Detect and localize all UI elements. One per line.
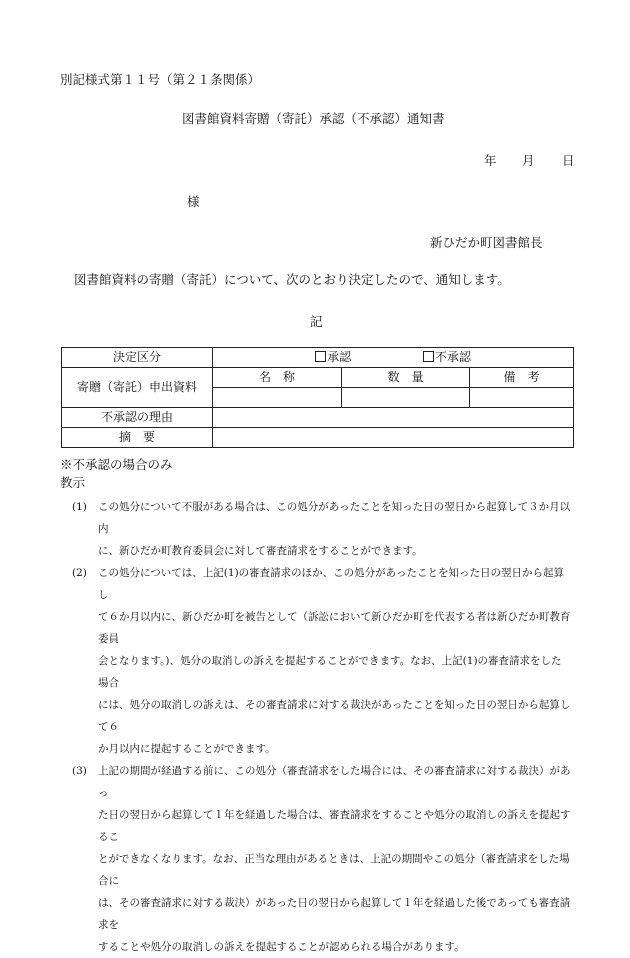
date-month: 月: [522, 153, 535, 168]
decision-table: [61, 347, 574, 448]
col-quantity-header: 数 量: [342, 368, 470, 388]
reject-checkbox[interactable]: [423, 350, 471, 364]
instruction-line: とができなくなります。なお、正当な理由があるときは、上記の期間やこの処分（審査請求をした場合に: [98, 853, 570, 887]
summary-value-cell[interactable]: [213, 428, 574, 448]
approve-checkbox[interactable]: [315, 350, 351, 364]
date-day: 日: [562, 153, 575, 168]
approve-label: 承認: [327, 350, 352, 364]
instruction-line: することや処分の取消しの訴えを提起することが認められる場合があります。: [98, 941, 465, 953]
reason-value-cell[interactable]: [213, 408, 574, 428]
col-name-header: 名 称: [213, 368, 342, 388]
instruction-line: た日の翌日から起算して１年を経過した場合は、審査請求をすることや処分の取消しの訴えを提起するこ: [98, 809, 571, 843]
remarks-value-cell[interactable]: [470, 388, 574, 408]
date-year: 年: [484, 153, 497, 168]
ki-mark: 記: [310, 314, 323, 329]
instruction-line: 会となります。)、処分の取消しの訴えを提起することができます。なお、上記(1)の審査請求をした場合: [98, 655, 562, 689]
instruction-item-2: [72, 562, 572, 760]
instruction-number: (1): [72, 501, 87, 513]
decision-options: [213, 348, 574, 368]
intro-text: 図書館資料の寄贈（寄託）について、次のとおり決定したので、通知します。: [74, 272, 510, 287]
application-label: 寄贈（寄託）申出資料: [62, 368, 213, 408]
instruction-line: この処分について不服がある場合は、この処分があったことを知った日の翌日から起算して３か月以内: [98, 501, 571, 535]
instruction-line: は、その審査請求に対する裁決）があった日の翌日から起算して１年を経過した後であっても審査請求を: [98, 897, 571, 931]
instruction-line: この処分については、上記(1)の審査請求のほか、この処分があったことを知った日の翌日から起算し: [98, 567, 565, 601]
instruction-number: (3): [72, 765, 87, 777]
summary-label: 摘 要: [62, 428, 213, 448]
instruction-line: 上記の期間が経過する前に、この処分（審査請求をした場合には、その審査請求に対する裁決）があっ: [98, 765, 571, 799]
instruction-line: か月以内に提起することができます。: [98, 743, 276, 755]
checkbox-icon: [423, 351, 434, 362]
decision-label: 決定区分: [62, 348, 213, 368]
instruction-item-3: [72, 760, 572, 958]
instruction-list: [72, 496, 572, 958]
reason-label: 不承認の理由: [62, 408, 213, 428]
name-value-cell[interactable]: [213, 388, 342, 408]
document-title: 図書館資料寄贈（寄託）承認（不承認）通知書: [182, 111, 445, 126]
instruction-line: には、処分の取消しの訴えは、その審査請求に対する裁決があったことを知った日の翌日から起算して６: [98, 699, 571, 733]
col-remarks-header: 備 考: [470, 368, 574, 388]
instruction-heading: 教示: [60, 475, 86, 490]
form-number: 別記様式第１１号（第２１条関係）: [60, 72, 261, 87]
checkbox-icon: [315, 351, 326, 362]
instruction-number: (2): [72, 567, 87, 579]
instruction-line: て６か月以内に、新ひだか町を被告として（訴訟において新ひだか町を代表する者は新ひだか町教育委員: [98, 611, 571, 645]
sender-name: 新ひだか町図書館長: [430, 235, 543, 250]
reject-label: 不承認: [434, 350, 471, 364]
recipient-suffix: 様: [187, 194, 200, 209]
footnote: ※不承認の場合のみ: [60, 457, 173, 472]
instruction-line: に、新ひだか町教育委員会に対して審査請求をすることができます。: [98, 545, 423, 557]
instruction-item-1: [72, 496, 572, 562]
quantity-value-cell[interactable]: [342, 388, 470, 408]
